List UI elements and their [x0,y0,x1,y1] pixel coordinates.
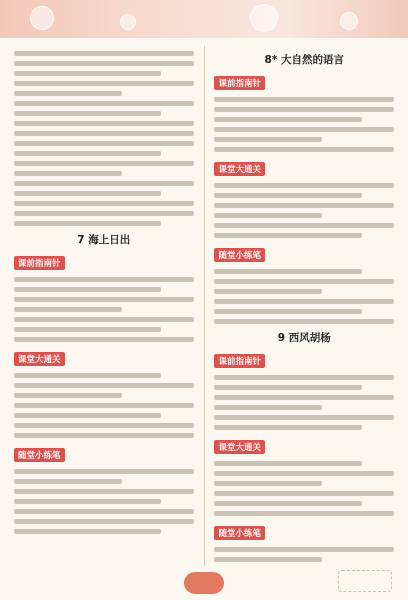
text-line-placeholder [214,405,322,410]
stamp-icon [338,570,392,592]
exercise-label: 课前指南针 [14,256,65,270]
text-line-placeholder [214,481,322,486]
text-line-placeholder [14,373,161,378]
right-column [214,46,394,566]
text-line-placeholder [14,181,194,186]
text-line-placeholder [14,383,194,388]
text-line-placeholder [214,127,394,132]
bubble-decoration [120,14,136,30]
text-line-placeholder [214,299,394,304]
text-line-placeholder [14,61,194,66]
text-line-placeholder [214,117,361,122]
text-line-placeholder [14,317,194,322]
text-line-placeholder [214,223,394,228]
text-line-placeholder [214,511,394,516]
text-line-placeholder [214,309,361,314]
text-line-placeholder [214,137,322,142]
text-line-placeholder [214,233,361,238]
text-line-placeholder [14,297,194,302]
text-line-placeholder [14,307,122,312]
section-title: 8* 大自然的语言 [264,54,344,66]
text-line-placeholder [14,161,194,166]
page-number-badge [184,572,224,594]
section-title: 9 西风胡杨 [277,332,331,344]
text-line-placeholder [214,147,394,152]
bubble-decoration [30,6,54,30]
left-column [14,46,194,566]
text-line-placeholder [214,471,394,476]
text-line-placeholder [14,433,194,438]
text-line-placeholder [14,403,194,408]
text-line-placeholder [214,213,322,218]
text-line-placeholder [14,277,194,282]
text-line-placeholder [14,131,194,136]
exercise-label: 随堂小练笔 [14,448,65,462]
text-line-placeholder [14,393,122,398]
exercise-label: 课堂大通关 [214,162,265,176]
exercise-label: 课堂大通关 [14,352,65,366]
text-line-placeholder [214,203,394,208]
column-divider [204,46,205,566]
text-line-placeholder [214,279,394,284]
text-line-placeholder [214,289,322,294]
text-line-placeholder [14,469,194,474]
exercise-label: 课前指南针 [214,76,265,90]
text-line-placeholder [14,51,194,56]
text-line-placeholder [214,107,394,112]
text-line-placeholder [14,151,161,156]
bubble-decoration [250,4,278,32]
page-footer [0,566,408,600]
decorative-header [0,0,408,38]
text-line-placeholder [14,499,161,504]
text-line-placeholder [14,287,161,292]
text-line-placeholder [14,509,194,514]
text-line-placeholder [14,121,194,126]
text-line-placeholder [14,111,161,116]
text-line-placeholder [14,101,194,106]
exercise-label: 课前指南针 [214,354,265,368]
text-line-placeholder [14,423,194,428]
text-line-placeholder [14,327,161,332]
page-content [14,46,394,566]
text-line-placeholder [14,171,122,176]
text-line-placeholder [214,491,394,496]
text-line-placeholder [14,489,194,494]
text-line-placeholder [14,81,194,86]
text-line-placeholder [214,385,361,390]
text-line-placeholder [14,91,122,96]
text-line-placeholder [14,529,161,534]
text-line-placeholder [14,337,194,342]
text-line-placeholder [14,519,194,524]
text-line-placeholder [214,425,361,430]
text-line-placeholder [14,191,161,196]
text-line-placeholder [14,221,161,226]
exercise-label: 课堂大通关 [214,440,265,454]
text-line-placeholder [14,479,122,484]
text-line-placeholder [214,319,394,324]
text-line-placeholder [214,501,361,506]
text-line-placeholder [214,547,394,552]
bubble-decoration [340,12,358,30]
text-line-placeholder [14,141,194,146]
text-line-placeholder [14,201,194,206]
text-line-placeholder [214,375,394,380]
section-title: 7 海上日出 [77,234,131,246]
text-line-placeholder [214,269,361,274]
text-line-placeholder [14,71,161,76]
exercise-label: 随堂小练笔 [214,526,265,540]
text-line-placeholder [214,557,322,562]
text-line-placeholder [214,395,394,400]
text-line-placeholder [214,193,361,198]
text-line-placeholder [14,211,194,216]
text-line-placeholder [214,415,394,420]
text-line-placeholder [14,413,161,418]
text-line-placeholder [214,183,394,188]
text-line-placeholder [214,97,394,102]
exercise-label: 随堂小练笔 [214,248,265,262]
text-line-placeholder [214,461,361,466]
